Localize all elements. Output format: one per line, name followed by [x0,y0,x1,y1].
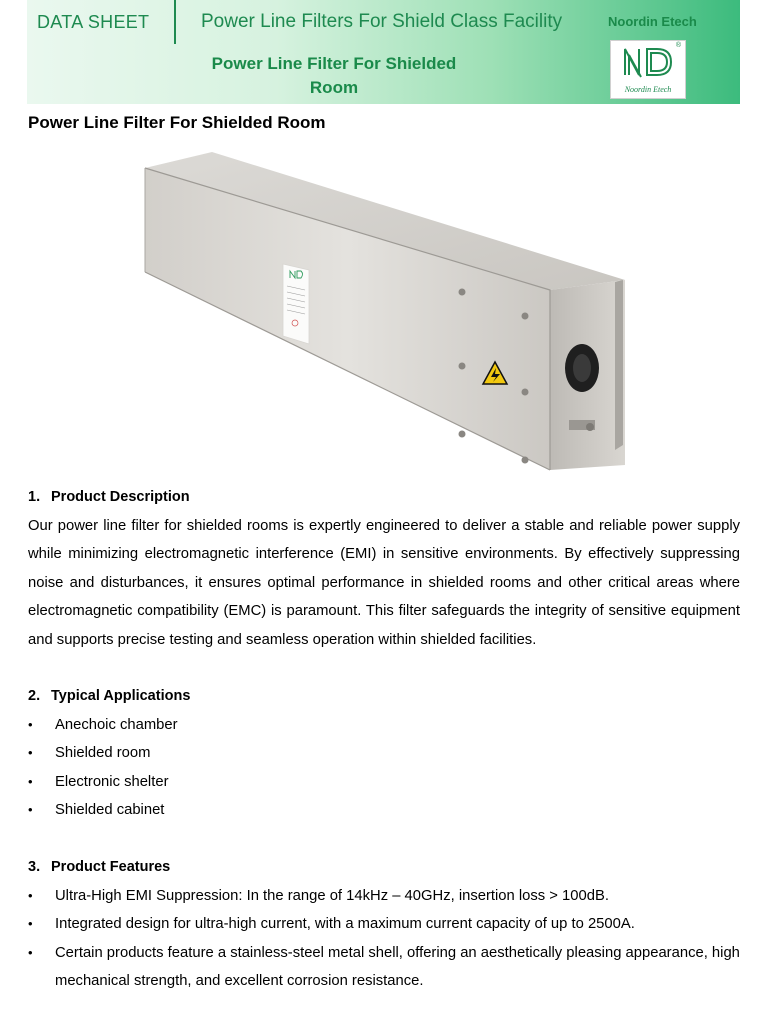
section-heading-text: Typical Applications [51,688,191,704]
nd-logo-icon [611,41,685,85]
section-heading-description [28,489,190,505]
section-heading-features [28,859,170,875]
registered-mark: ® [675,42,681,49]
list-item: • Ultra-High EMI Suppression: In the range of 14kHz – 40GHz, insertion loss > 100dB. [28,882,740,910]
series-title: Power Line Filters For Shield Class Facility [201,11,563,32]
section-number: 3. [28,859,41,875]
header-banner [27,0,740,104]
datasheet-label: DATA SHEET [37,12,150,32]
list-item: • Shielded cabinet [28,796,740,824]
header-divider [174,0,176,44]
section-number: 1. [28,489,41,505]
section-number: 2. [28,688,41,704]
list-item: • Integrated design for ultra-high current, with a maximum current capacity of up to 2500A. [28,910,740,938]
product-image [95,140,680,480]
section-heading-text: Product Features [51,859,171,875]
list-item: • Anechoic chamber [28,711,740,739]
features-list [28,882,740,996]
section-heading-text: Product Description [51,489,190,505]
logo-caption: Noordin Etech [624,85,672,94]
product-label [283,264,309,344]
brand-name: Noordin Etech [608,14,697,29]
list-item: • Shielded room [28,739,740,767]
company-logo [610,40,686,99]
product-description-text: Our power line filter for shielded rooms is expertly engineered to deliver a stable and reliable power supply while minimizing electromagnetic interference (EMI) in sensitive environments. By effectively suppressing noise and disturbances, it ensures optimal performance in shielded rooms and other critical areas where electromagnetic compatibility (EMC) is paramount. This filter safeguards the integrity of sensitive equipment and supports precise testing and seamless operation within shielded facilities. [28,518,740,648]
applications-list [28,711,740,825]
section-heading-applications [28,688,190,704]
page-title: Power Line Filter For Shielded Room [28,113,326,132]
list-item: • Electronic shelter [28,768,740,796]
header-subtitle: Power Line Filter For Shielded Room [211,54,457,97]
list-item: • Certain products feature a stainless-steel metal shell, offering an aesthetically pleasing appearance, high mechanical strength, and excellent corrosion resistance. [28,939,740,996]
